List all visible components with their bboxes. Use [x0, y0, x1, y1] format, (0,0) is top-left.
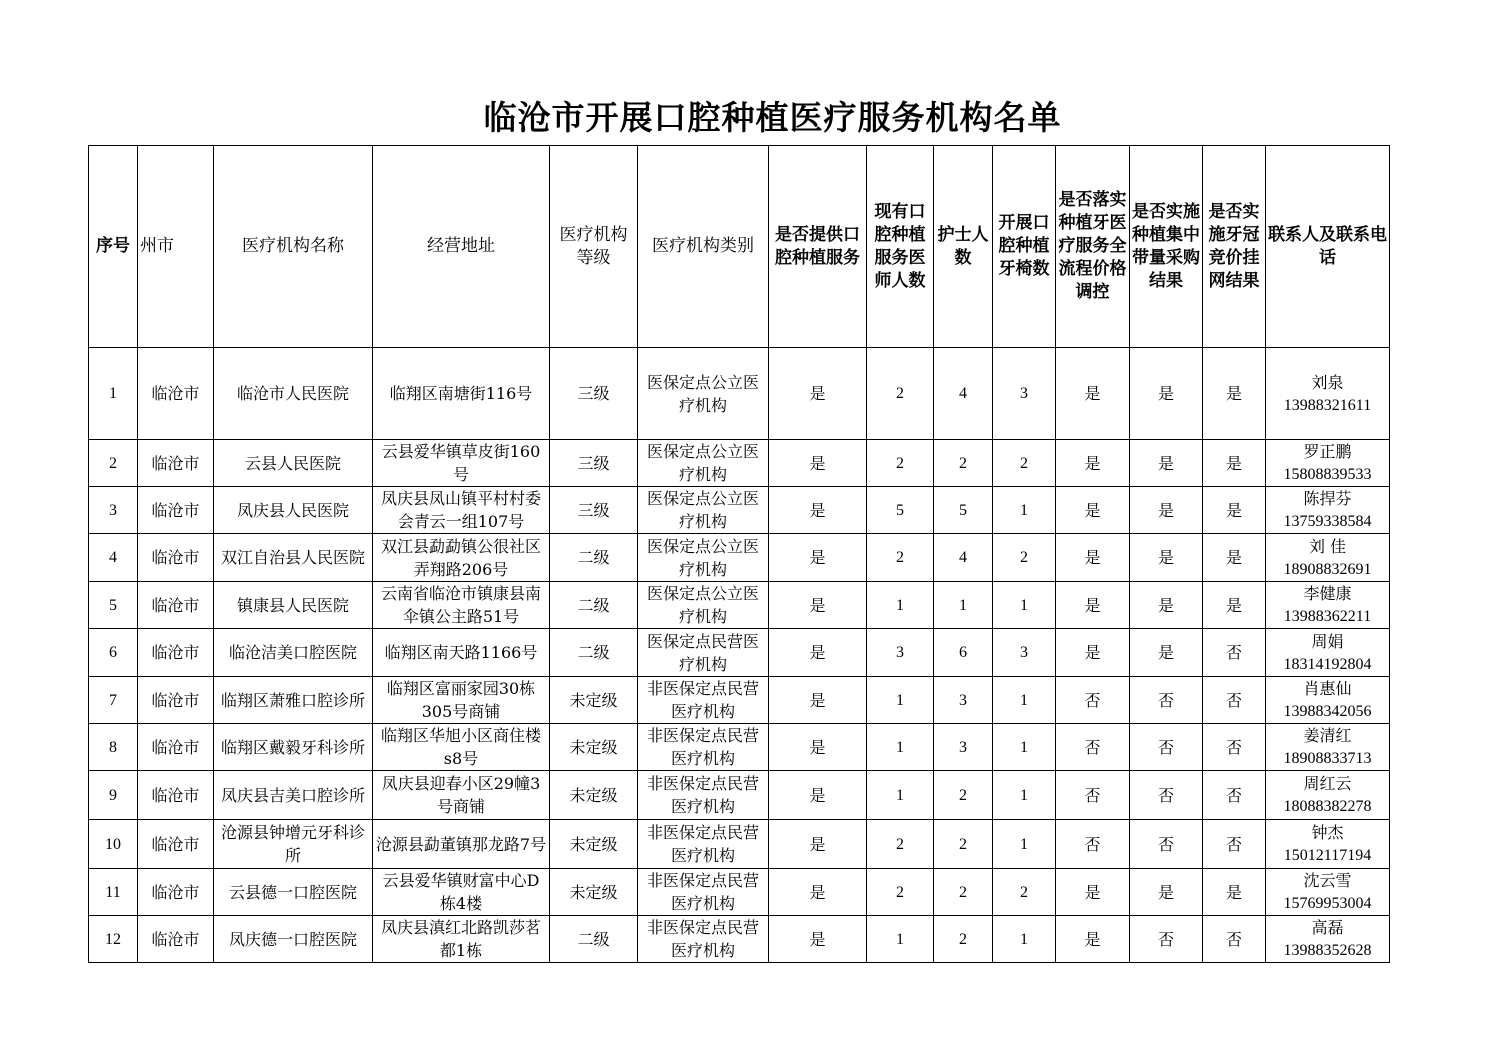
cell-name: 镇康县人民医院 [214, 582, 373, 629]
cell-nurses: 4 [934, 534, 993, 582]
cell-no: 6 [89, 629, 138, 677]
cell-no: 3 [89, 487, 138, 534]
contact-phone: 18908833713 [1283, 750, 1372, 767]
cell-implant-service: 是 [769, 487, 867, 534]
cell-crown-bidding: 否 [1203, 916, 1266, 963]
cell-contact [1266, 771, 1390, 820]
cell-doctors: 5 [867, 487, 934, 534]
cell-address: 凤庆县迎春小区29幢3号商铺 [373, 771, 550, 820]
col-header-bulk-purchase: 是否实施种植集中带量采购结果 [1130, 146, 1203, 348]
cell-name: 沧源县钟增元牙科诊所 [214, 820, 373, 869]
cell-contact [1266, 629, 1390, 677]
table-row [89, 582, 1390, 629]
cell-implant-service: 是 [769, 582, 867, 629]
col-header-no: 序号 [89, 146, 138, 348]
cell-nurses: 6 [934, 629, 993, 677]
cell-nurses: 5 [934, 487, 993, 534]
cell-doctors: 1 [867, 771, 934, 820]
contact-name: 姜清红 [1303, 726, 1352, 745]
cell-chairs: 1 [993, 677, 1056, 724]
cell-no: 7 [89, 677, 138, 724]
cell-contact [1266, 534, 1390, 582]
cell-nurses: 1 [934, 582, 993, 629]
cell-implant-service: 是 [769, 534, 867, 582]
col-header-category: 医疗机构类别 [638, 146, 769, 348]
cell-level: 未定级 [550, 869, 638, 916]
table-row [89, 820, 1390, 869]
cell-implant-service: 是 [769, 771, 867, 820]
cell-bulk-purchase: 是 [1130, 869, 1203, 916]
cell-contact [1266, 820, 1390, 869]
cell-nurses: 2 [934, 771, 993, 820]
table-row [89, 677, 1390, 724]
table-row [89, 534, 1390, 582]
cell-no: 10 [89, 820, 138, 869]
cell-doctors: 2 [867, 534, 934, 582]
cell-no: 8 [89, 724, 138, 771]
cell-no: 9 [89, 771, 138, 820]
cell-nurses: 4 [934, 348, 993, 440]
cell-level: 未定级 [550, 820, 638, 869]
cell-nurses: 2 [934, 440, 993, 487]
contact-phone: 13988362211 [1283, 608, 1372, 625]
cell-price-control: 是 [1056, 348, 1130, 440]
cell-no: 1 [89, 348, 138, 440]
cell-level: 三级 [550, 348, 638, 440]
contact-phone: 15012117194 [1283, 847, 1372, 864]
contact-name: 周娟 [1311, 631, 1344, 651]
cell-address: 临翔区富丽家园30栋305号商铺 [373, 677, 550, 724]
cell-city: 临沧市 [138, 677, 214, 724]
header-row [89, 146, 1390, 348]
cell-doctors: 2 [867, 820, 934, 869]
table-row [89, 916, 1390, 963]
cell-city: 临沧市 [138, 916, 214, 963]
cell-name: 临翔区戴毅牙科诊所 [214, 724, 373, 771]
contact-phone: 13988321611 [1283, 396, 1372, 414]
table-row [89, 724, 1390, 771]
cell-chairs: 3 [993, 629, 1056, 677]
contact-name: 周红云 [1303, 774, 1352, 793]
contact-name: 沈云雪 [1303, 871, 1352, 890]
cell-level: 未定级 [550, 724, 638, 771]
cell-address: 凤庆县凤山镇平村村委会青云一组107号 [373, 487, 550, 534]
cell-category: 非医保定点民营医疗机构 [638, 771, 769, 820]
cell-price-control: 是 [1056, 487, 1130, 534]
cell-category: 非医保定点民营医疗机构 [638, 869, 769, 916]
cell-name: 临沧洁美口腔医院 [214, 629, 373, 677]
cell-bulk-purchase: 是 [1130, 582, 1203, 629]
cell-nurses: 3 [934, 677, 993, 724]
cell-bulk-purchase: 否 [1130, 771, 1203, 820]
cell-chairs: 1 [993, 771, 1056, 820]
cell-price-control: 否 [1056, 724, 1130, 771]
cell-name: 凤庆县吉美口腔诊所 [214, 771, 373, 820]
page-title: 临沧市开展口腔种植医疗服务机构名单 [483, 98, 1062, 137]
cell-category: 医保定点民营医疗机构 [638, 629, 769, 677]
contact-phone: 15769953004 [1283, 895, 1372, 912]
table-row [89, 348, 1390, 440]
cell-address: 临翔区南塘街116号 [373, 348, 550, 440]
col-header-city: 州市 [138, 146, 214, 348]
cell-implant-service: 是 [769, 440, 867, 487]
cell-price-control: 是 [1056, 534, 1130, 582]
cell-price-control: 是 [1056, 629, 1130, 677]
table-row [89, 771, 1390, 820]
col-header-price-control: 是否落实种植牙医疗服务全流程价格调控 [1056, 146, 1130, 348]
cell-category: 医保定点公立医疗机构 [638, 440, 769, 487]
institution-table [88, 145, 1390, 963]
cell-city: 临沧市 [138, 629, 214, 677]
cell-bulk-purchase: 是 [1130, 534, 1203, 582]
cell-bulk-purchase: 是 [1130, 487, 1203, 534]
cell-bulk-purchase: 是 [1130, 348, 1203, 440]
cell-city: 临沧市 [138, 534, 214, 582]
cell-price-control: 是 [1056, 582, 1130, 629]
cell-implant-service: 是 [769, 820, 867, 869]
cell-level: 二级 [550, 629, 638, 677]
cell-doctors: 2 [867, 348, 934, 440]
cell-level: 未定级 [550, 677, 638, 724]
cell-crown-bidding: 是 [1203, 487, 1266, 534]
cell-price-control: 否 [1056, 820, 1130, 869]
cell-crown-bidding: 是 [1203, 440, 1266, 487]
cell-no: 4 [89, 534, 138, 582]
cell-nurses: 2 [934, 820, 993, 869]
cell-no: 2 [89, 440, 138, 487]
cell-address: 云县爱华镇草皮街160号 [373, 440, 550, 487]
cell-category: 非医保定点民营医疗机构 [638, 820, 769, 869]
cell-level: 三级 [550, 487, 638, 534]
cell-bulk-purchase: 否 [1130, 916, 1203, 963]
cell-crown-bidding: 是 [1203, 534, 1266, 582]
col-header-name: 医疗机构名称 [214, 146, 373, 348]
cell-implant-service: 是 [769, 677, 867, 724]
cell-chairs: 1 [993, 820, 1056, 869]
cell-name: 云县人民医院 [214, 440, 373, 487]
cell-price-control: 是 [1056, 869, 1130, 916]
contact-name: 高磊 [1311, 918, 1344, 937]
cell-name: 双江自治县人民医院 [214, 534, 373, 582]
col-header-nurses: 护士人数 [934, 146, 993, 348]
cell-name: 凤庆德一口腔医院 [214, 916, 373, 963]
cell-bulk-purchase: 是 [1130, 629, 1203, 677]
cell-chairs: 1 [993, 916, 1056, 963]
cell-contact [1266, 916, 1390, 963]
cell-chairs: 3 [993, 348, 1056, 440]
contact-phone: 13988352628 [1283, 942, 1372, 959]
cell-category: 医保定点公立医疗机构 [638, 534, 769, 582]
table-row [89, 487, 1390, 534]
cell-no: 11 [89, 869, 138, 916]
contact-name: 刘泉 [1311, 372, 1344, 392]
cell-name: 云县德一口腔医院 [214, 869, 373, 916]
cell-category: 非医保定点民营医疗机构 [638, 724, 769, 771]
contact-name: 罗正鹏 [1303, 442, 1352, 461]
col-header-chairs: 开展口腔种植牙椅数 [993, 146, 1056, 348]
cell-price-control: 是 [1056, 916, 1130, 963]
col-header-contact: 联系人及联系电话 [1266, 146, 1390, 348]
cell-crown-bidding: 是 [1203, 869, 1266, 916]
cell-no: 12 [89, 916, 138, 963]
cell-crown-bidding: 否 [1203, 820, 1266, 869]
cell-doctors: 1 [867, 724, 934, 771]
col-header-doctors: 现有口腔种植服务医师人数 [867, 146, 934, 348]
cell-city: 临沧市 [138, 582, 214, 629]
cell-price-control: 否 [1056, 677, 1130, 724]
cell-name: 凤庆县人民医院 [214, 487, 373, 534]
table-row [89, 440, 1390, 487]
table-row [89, 869, 1390, 916]
col-header-crown-bidding: 是否实施牙冠竞价挂网结果 [1203, 146, 1266, 348]
cell-bulk-purchase: 是 [1130, 440, 1203, 487]
cell-city: 临沧市 [138, 724, 214, 771]
cell-crown-bidding: 否 [1203, 677, 1266, 724]
contact-name: 肖惠仙 [1303, 679, 1352, 698]
cell-city: 临沧市 [138, 348, 214, 440]
cell-address: 凤庆县滇红北路凯莎茗都1栋 [373, 916, 550, 963]
cell-city: 临沧市 [138, 820, 214, 869]
cell-address: 云南省临沧市镇康县南伞镇公主路51号 [373, 582, 550, 629]
cell-category: 非医保定点民营医疗机构 [638, 916, 769, 963]
cell-address: 临翔区南天路1166号 [373, 629, 550, 677]
cell-contact [1266, 869, 1390, 916]
cell-city: 临沧市 [138, 771, 214, 820]
cell-implant-service: 是 [769, 724, 867, 771]
cell-crown-bidding: 否 [1203, 724, 1266, 771]
cell-doctors: 1 [867, 582, 934, 629]
cell-contact [1266, 582, 1390, 629]
cell-city: 临沧市 [138, 869, 214, 916]
cell-chairs: 1 [993, 724, 1056, 771]
cell-doctors: 1 [867, 677, 934, 724]
cell-category: 医保定点公立医疗机构 [638, 348, 769, 440]
contact-name: 李健康 [1303, 584, 1352, 603]
cell-contact [1266, 487, 1390, 534]
cell-level: 二级 [550, 916, 638, 963]
cell-contact [1266, 677, 1390, 724]
cell-implant-service: 是 [769, 869, 867, 916]
cell-implant-service: 是 [769, 629, 867, 677]
cell-implant-service: 是 [769, 348, 867, 440]
cell-category: 非医保定点民营医疗机构 [638, 677, 769, 724]
cell-crown-bidding: 是 [1203, 582, 1266, 629]
cell-crown-bidding: 否 [1203, 771, 1266, 820]
cell-bulk-purchase: 否 [1130, 820, 1203, 869]
contact-phone: 13988342056 [1283, 703, 1372, 720]
cell-city: 临沧市 [138, 440, 214, 487]
cell-name: 临沧市人民医院 [214, 348, 373, 440]
contact-name: 刘 佳 [1308, 536, 1347, 556]
cell-contact [1266, 348, 1390, 440]
cell-level: 二级 [550, 534, 638, 582]
cell-level: 未定级 [550, 771, 638, 820]
cell-doctors: 2 [867, 440, 934, 487]
cell-doctors: 2 [867, 869, 934, 916]
cell-name: 临翔区萧雅口腔诊所 [214, 677, 373, 724]
cell-contact [1266, 440, 1390, 487]
cell-address: 沧源县勐董镇那龙路7号 [373, 820, 550, 869]
cell-chairs: 2 [993, 869, 1056, 916]
cell-nurses: 2 [934, 916, 993, 963]
cell-no: 5 [89, 582, 138, 629]
cell-level: 二级 [550, 582, 638, 629]
col-header-level: 医疗机构等级 [550, 146, 638, 348]
cell-category: 医保定点公立医疗机构 [638, 487, 769, 534]
table-row [89, 629, 1390, 677]
cell-chairs: 2 [993, 534, 1056, 582]
cell-price-control: 是 [1056, 440, 1130, 487]
cell-city: 临沧市 [138, 487, 214, 534]
contact-phone: 18314192804 [1283, 655, 1372, 673]
cell-chairs: 1 [993, 582, 1056, 629]
cell-address: 云县爱华镇财富中心D栋4楼 [373, 869, 550, 916]
cell-chairs: 2 [993, 440, 1056, 487]
cell-level: 三级 [550, 440, 638, 487]
cell-price-control: 否 [1056, 771, 1130, 820]
contact-phone: 18088382278 [1283, 798, 1372, 815]
cell-doctors: 3 [867, 629, 934, 677]
cell-implant-service: 是 [769, 916, 867, 963]
cell-crown-bidding: 否 [1203, 629, 1266, 677]
cell-address: 双江县勐勐镇公很社区弄翔路206号 [373, 534, 550, 582]
cell-nurses: 3 [934, 724, 993, 771]
contact-name: 钟杰 [1311, 823, 1344, 842]
cell-category: 医保定点公立医疗机构 [638, 582, 769, 629]
cell-chairs: 1 [993, 487, 1056, 534]
contact-phone: 18908832691 [1283, 560, 1372, 578]
cell-nurses: 2 [934, 869, 993, 916]
cell-bulk-purchase: 否 [1130, 724, 1203, 771]
cell-doctors: 1 [867, 916, 934, 963]
contact-name: 陈捍芬 [1303, 489, 1352, 508]
col-header-implant-service: 是否提供口腔种植服务 [769, 146, 867, 348]
cell-bulk-purchase: 否 [1130, 677, 1203, 724]
cell-crown-bidding: 是 [1203, 348, 1266, 440]
cell-contact [1266, 724, 1390, 771]
contact-phone: 13759338584 [1283, 513, 1372, 530]
contact-phone: 15808839533 [1283, 466, 1372, 483]
col-header-address: 经营地址 [373, 146, 550, 348]
cell-address: 临翔区华旭小区商住楼s8号 [373, 724, 550, 771]
